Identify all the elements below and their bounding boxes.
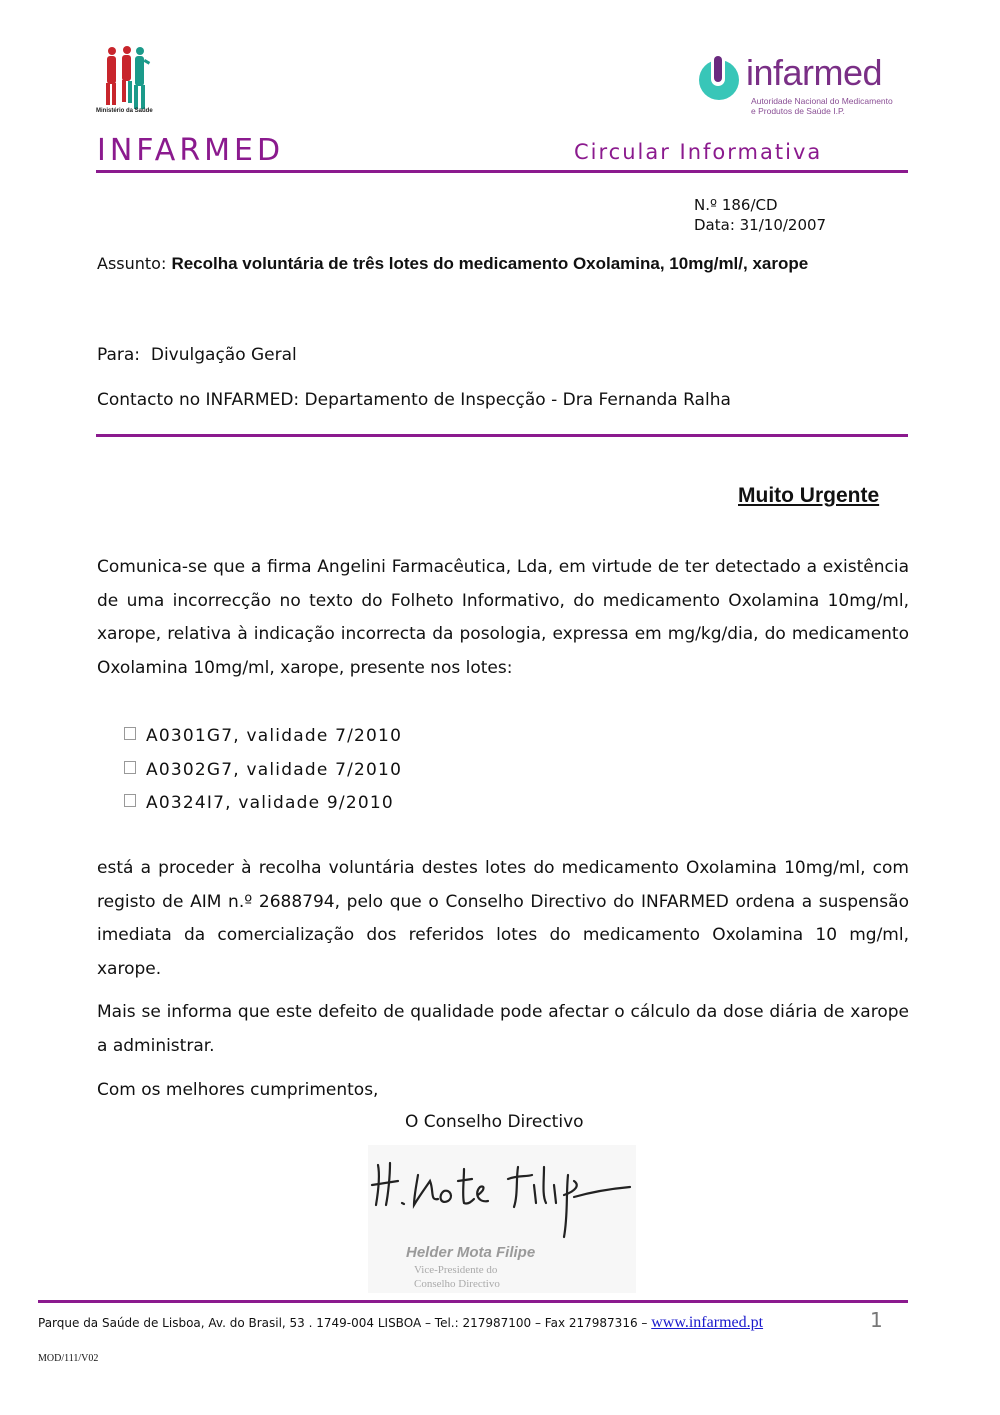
subject-block (97, 253, 897, 275)
urgency-heading: Muito Urgente (738, 484, 880, 507)
logo-subtitle-line-2: e Produtos de Saúde I.P. (751, 106, 845, 116)
form-code: MOD/111/V02 (38, 1353, 99, 1364)
section-divider (96, 434, 908, 437)
recipients-text: Divulgação Geral (150, 345, 297, 365)
document-type: Circular Informativa (574, 140, 823, 164)
ministry-caption: Ministério da Saúde (96, 108, 153, 114)
page-number: 1 (870, 1308, 883, 1332)
body-paragraph-3: Mais se informa que este defeito de qualidade pode afectar o cálculo da dose diária de xarope a administrar. (97, 1002, 909, 1056)
bullet-box-icon (124, 794, 136, 807)
body-paragraph-2: está a proceder à recolha voluntária destes lotes do medicamento Oxolamina 10mg/ml, com registo de AIM n.º 2688794, pelo que o Conselho Directivo do INFARMED ordena a suspensão imediata da comercialização dos referidos lotes do medicamento Oxolamina 10 mg/ml, xarope. (97, 858, 909, 979)
circular-date: Data: 31/10/2007 (694, 216, 827, 234)
recipients-line (97, 345, 297, 365)
bullet-box-icon (124, 727, 136, 740)
signature-stamp (368, 1145, 636, 1293)
header-divider (96, 170, 908, 173)
lot-text: A0301G7, validade 7/2010 (146, 726, 403, 746)
subject-text: Recolha voluntária de três lotes do medicamento Oxolamina, 10mg/ml/, xarope (171, 254, 809, 273)
footer-divider (38, 1300, 908, 1303)
stamp-name: Helder Mota Filipe (406, 1244, 536, 1261)
signatory-line: O Conselho Directivo (405, 1112, 584, 1132)
list-item (124, 787, 402, 821)
list-item (124, 754, 402, 788)
lot-text: A0302G7, validade 7/2010 (146, 759, 403, 780)
brand-title: INFARMED (97, 133, 285, 168)
lot-text: A0324I7, validade 9/2010 (146, 793, 394, 813)
body-paragraph-1: Comunica-se que a firma Angelini Farmacêutica, Lda, em virtude de ter detectado a existência de uma incorrecção no texto do Folheto Informativo, do medicamento Oxolamina 10mg/ml, xarope, relativa à indicação incorrecta da posologia, expressa em mg/kg/dia, do medicamento Oxolamina 10mg/ml, xarope, presente nos lotes: (97, 557, 909, 678)
logo-subtitle-line-1: Autoridade Nacional do Medicamento (751, 96, 893, 106)
website-link[interactable]: www.infarmed.pt (651, 1314, 764, 1331)
infarmed-wordmark: infarmed (746, 52, 883, 93)
footer-address-line (38, 1314, 763, 1332)
bullet-box-icon (124, 761, 136, 774)
list-item (124, 720, 402, 754)
infarmed-logo (696, 52, 896, 118)
circular-number: N.º 186/CD (694, 196, 778, 214)
infarmed-mark-icon (696, 54, 744, 102)
contact-line: Contacto no INFARMED: Departamento de Inspecção - Dra Fernanda Ralha (97, 390, 731, 410)
subject-label: Assunto: (97, 254, 167, 273)
closing-line: Com os melhores cumprimentos, (97, 1080, 379, 1100)
stamp-role-2: Conselho Directivo (414, 1278, 500, 1290)
stamp-role-1: Vice-Presidente do (414, 1264, 498, 1276)
lots-list (124, 720, 402, 821)
footer-address: Parque da Saúde de Lisboa, Av. do Brasil, 53 . 1749-004 LISBOA – Tel.: 217987100 – Fax 217987316 – (38, 1316, 648, 1330)
recipients-label: Para: (97, 345, 141, 365)
